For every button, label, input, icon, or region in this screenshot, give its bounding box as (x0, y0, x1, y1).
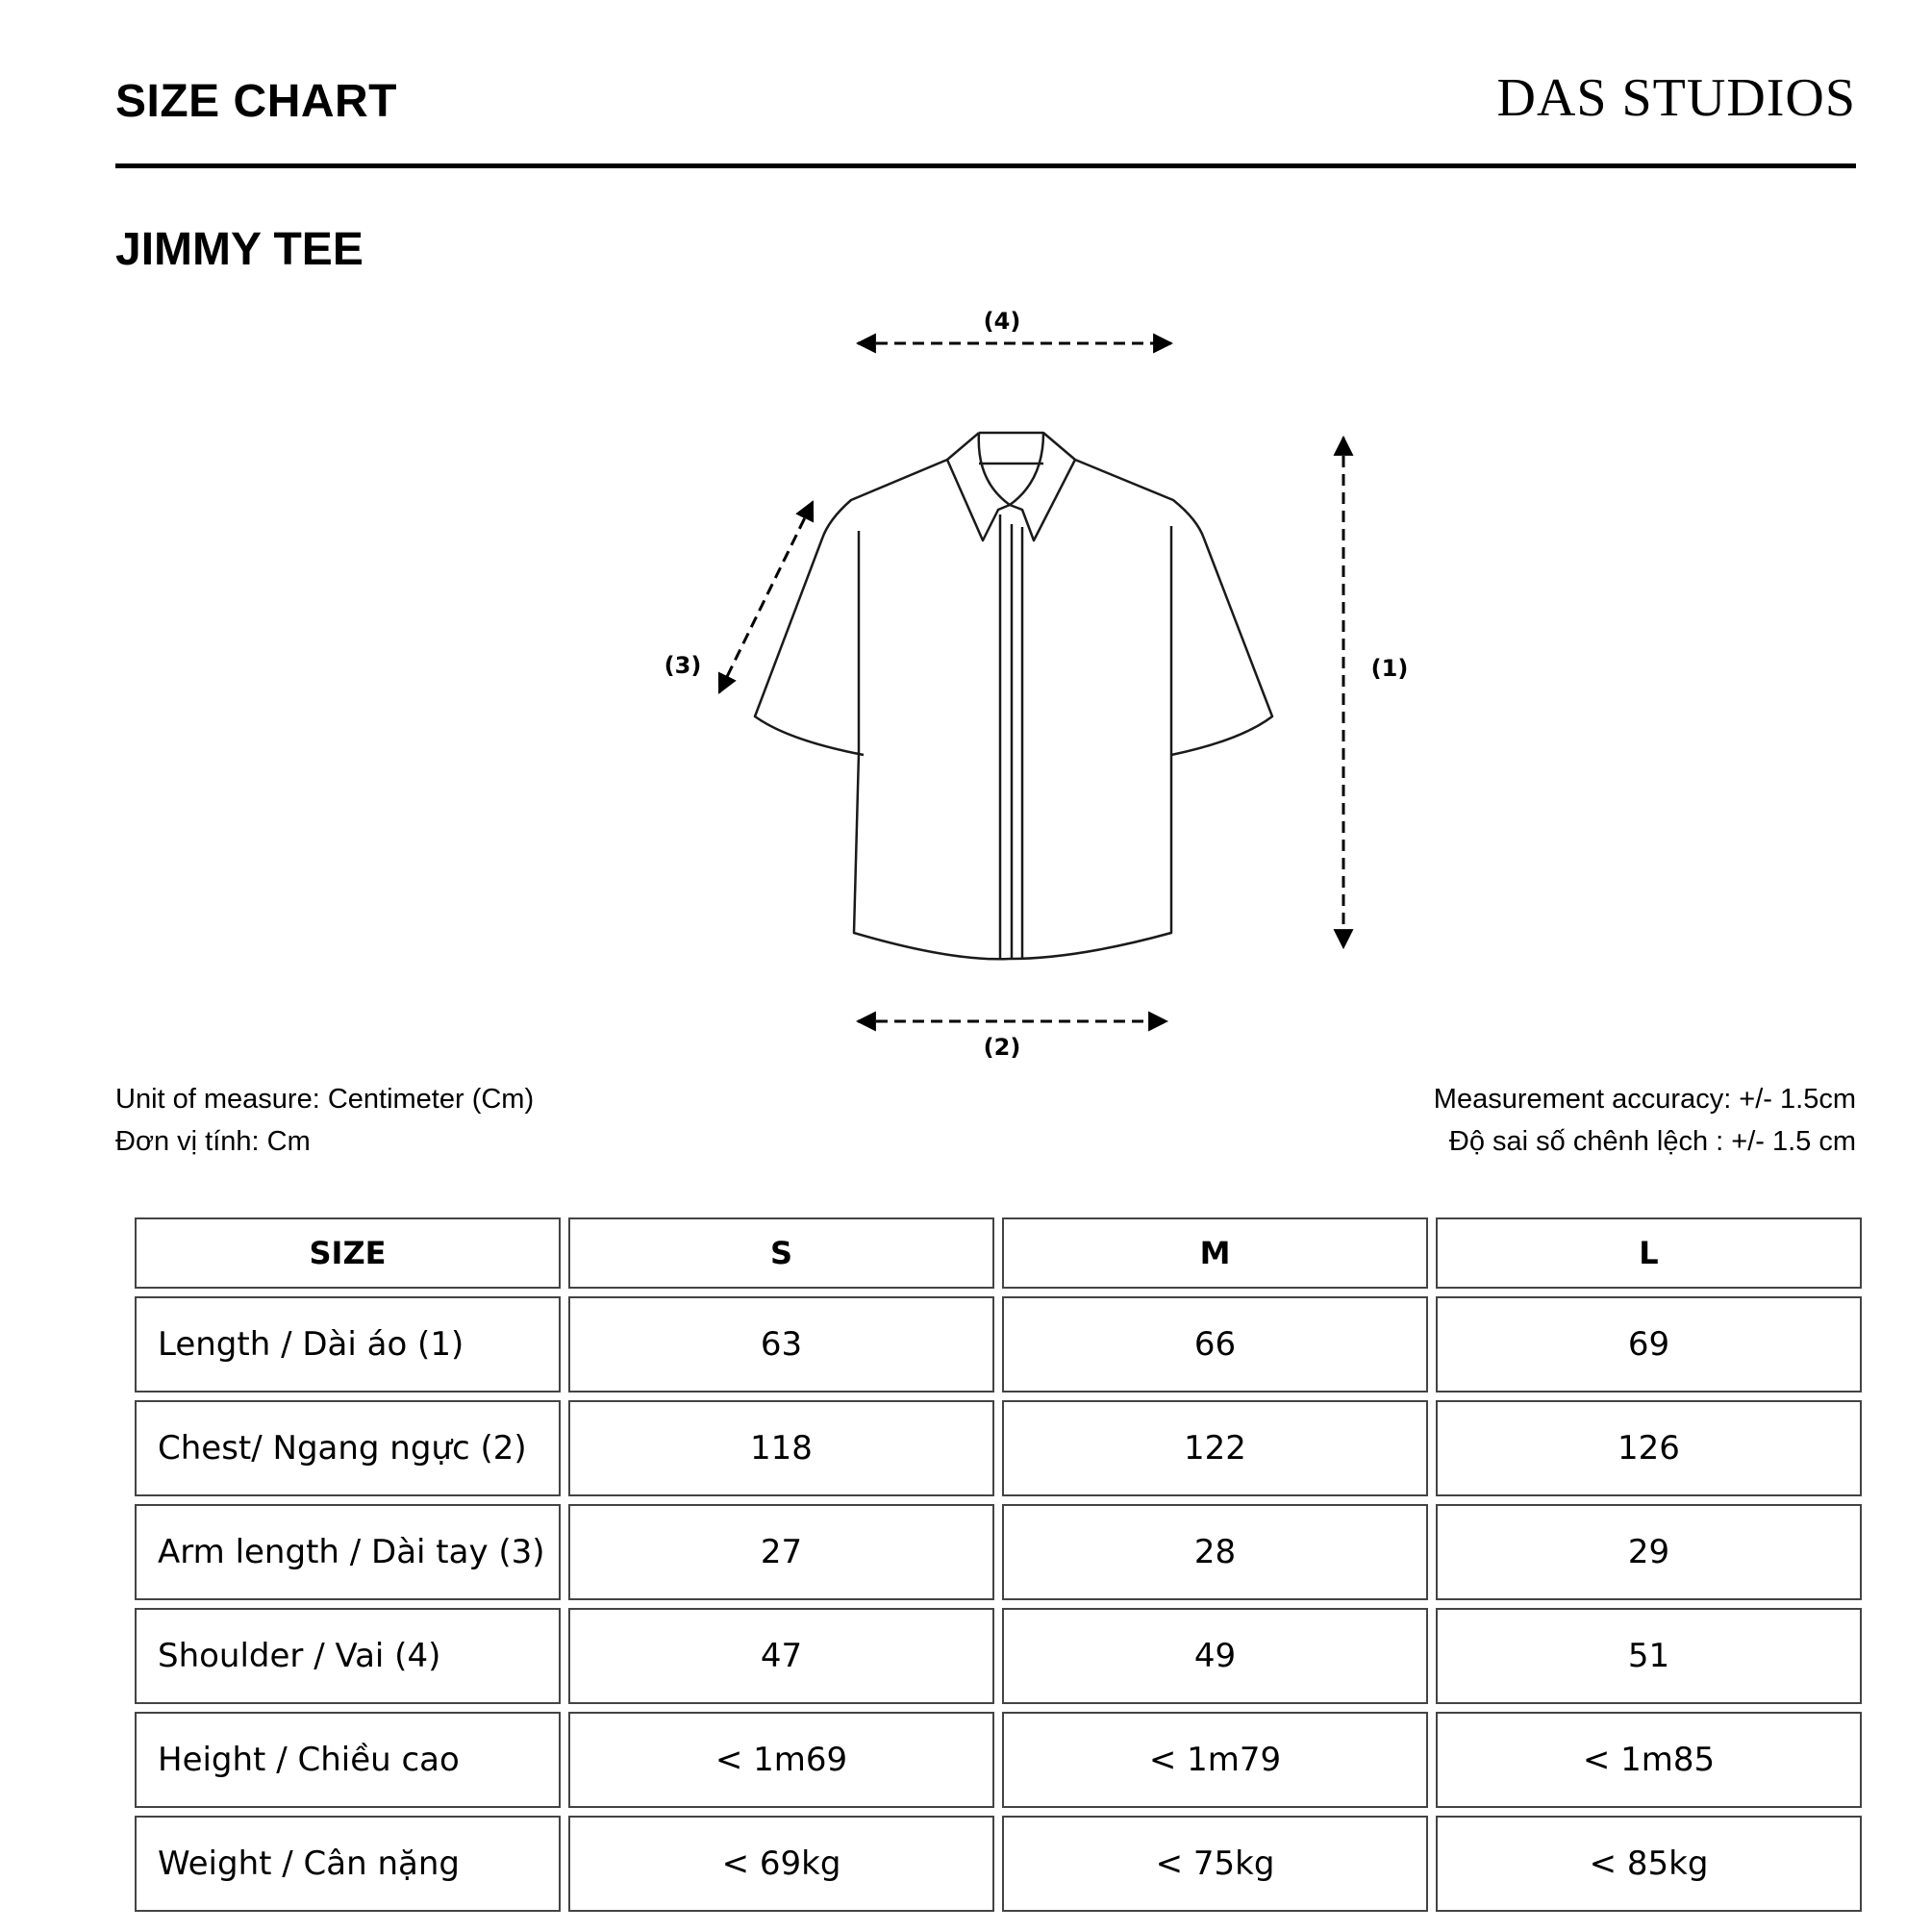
cell-value: < 85kg (1436, 1816, 1862, 1912)
row-label: Height / Chiều cao (135, 1712, 561, 1808)
row-label: Shoulder / Vai (4) (135, 1608, 561, 1704)
cell-value: 126 (1436, 1400, 1862, 1496)
header-s: S (568, 1217, 994, 1289)
header-divider (115, 163, 1856, 168)
cell-value: < 1m79 (1002, 1712, 1428, 1808)
table-row (135, 1504, 1862, 1600)
cell-value: 51 (1436, 1608, 1862, 1704)
cell-value: < 1m85 (1436, 1712, 1862, 1808)
header-l: L (1436, 1217, 1862, 1289)
row-label: Length / Dài áo (1) (135, 1296, 561, 1393)
brand-logo: DAS STUDIOS (1496, 68, 1856, 128)
accuracy-note-en: Measurement accuracy: +/- 1.5cm (1433, 1084, 1856, 1115)
cell-value: 122 (1002, 1400, 1428, 1496)
unit-note-en: Unit of measure: Centimeter (Cm) (115, 1084, 535, 1115)
accuracy-note-vi: Độ sai số chênh lệch : +/- 1.5 cm (1448, 1126, 1856, 1157)
shirt-outline (755, 433, 1272, 960)
row-label: Arm length / Dài tay (3) (135, 1504, 561, 1600)
cell-value: 29 (1436, 1504, 1862, 1600)
row-label: Chest/ Ngang ngực (2) (135, 1400, 561, 1496)
table-row (135, 1816, 1862, 1912)
unit-note-vi: Đơn vị tính: Cm (115, 1126, 311, 1157)
cell-value: 69 (1436, 1296, 1862, 1393)
cell-value: 49 (1002, 1608, 1428, 1704)
arm-arrow (719, 502, 813, 692)
cell-value: < 75kg (1002, 1816, 1428, 1912)
cell-value: 63 (568, 1296, 994, 1393)
table-header-row (135, 1217, 1862, 1289)
label-1: (1) (1370, 655, 1409, 682)
table-row (135, 1400, 1862, 1496)
label-4: (4) (983, 308, 1021, 335)
cell-value: < 69kg (568, 1816, 994, 1912)
label-2: (2) (983, 1034, 1021, 1061)
shirt-diagram (0, 289, 1931, 1077)
cell-value: 118 (568, 1400, 994, 1496)
cell-value: 28 (1002, 1504, 1428, 1600)
cell-value: < 1m69 (568, 1712, 994, 1808)
table-row (135, 1296, 1862, 1393)
header-m: M (1002, 1217, 1428, 1289)
cell-value: 66 (1002, 1296, 1428, 1393)
row-label: Weight / Cân nặng (135, 1816, 561, 1912)
table-row (135, 1608, 1862, 1704)
header-size: SIZE (135, 1217, 561, 1289)
cell-value: 47 (568, 1608, 994, 1704)
table-row (135, 1712, 1862, 1808)
page-title: SIZE CHART (115, 76, 397, 127)
product-name: JIMMY TEE (115, 224, 364, 275)
label-3: (3) (664, 652, 702, 679)
cell-value: 27 (568, 1504, 994, 1600)
size-table (127, 1210, 1869, 1919)
